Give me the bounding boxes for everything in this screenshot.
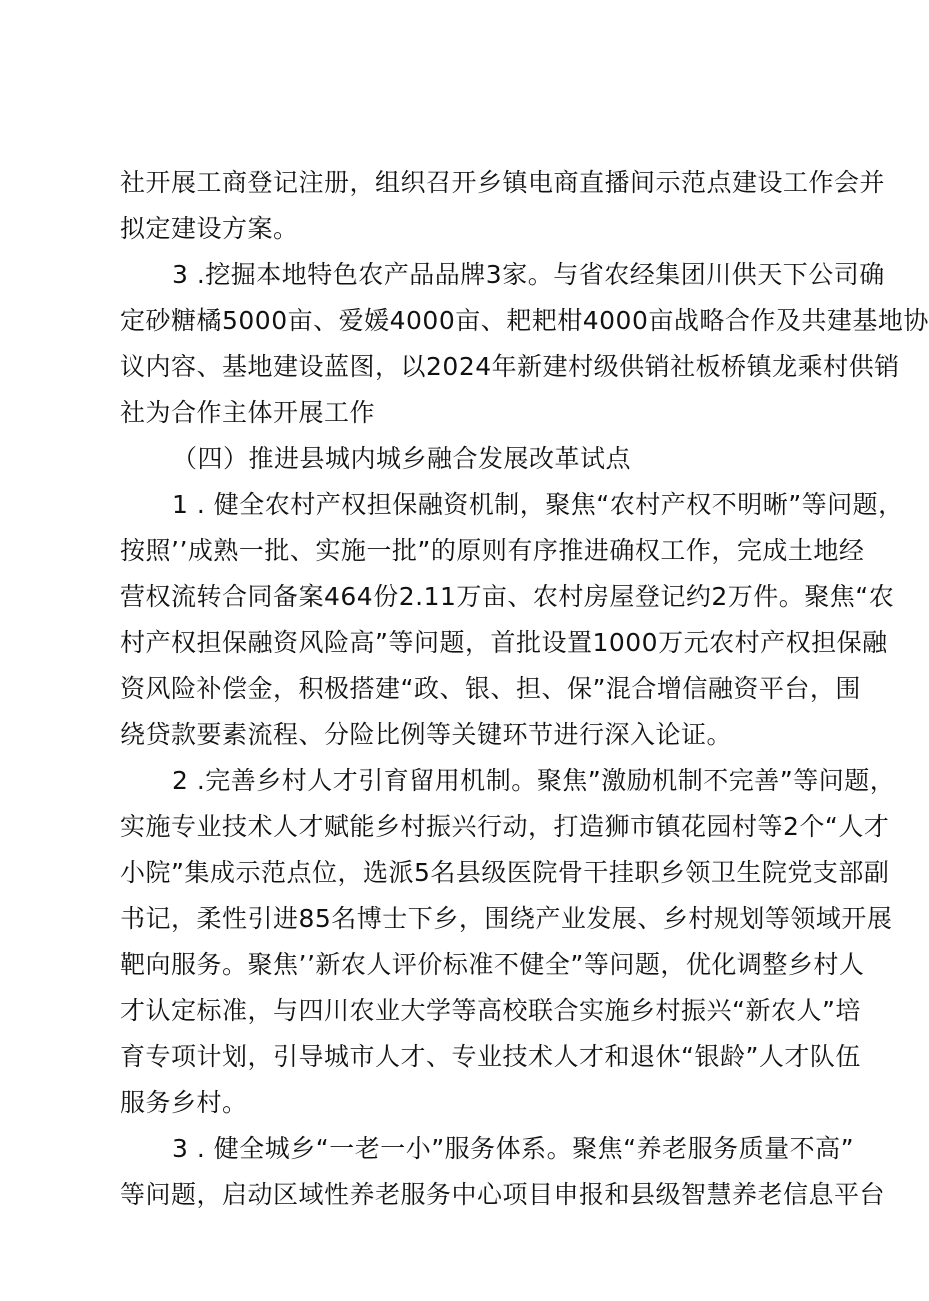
text-line: 3 . 健全城乡“一老一小”服务体系。聚焦“养老服务质量不高” [172, 1134, 855, 1163]
text-line: 实施专业技术人才赋能乡村振兴行动，打造狮市镇花园村等2个“人才 [120, 812, 890, 841]
text-line: （四）推进县城内城乡融合发展改革试点 [172, 444, 632, 473]
text-line: 定砂糖橘5000亩、爱媛4000亩、耙耙柑4000亩战略合作及共建基地协 [120, 306, 929, 335]
text-line: 社为合作主体开展工作 [120, 398, 376, 427]
text-line: 育专项计划，引导城市人才、专业技术人才和退休“银龄”人才队伍 [120, 1042, 861, 1071]
text-line: 村产权担保融资风险高”等问题，首批设置1000万元农村产权担保融 [120, 628, 888, 657]
text-line: 绕贷款要素流程、分险比例等关键环节进行深入论证。 [120, 720, 733, 749]
text-line: 等问题，启动区域性养老服务中心项目申报和县级智慧养老信息平台 [120, 1180, 886, 1209]
text-line: 靶向服务。聚焦’’新农人评价标准不健全”等问题，优化调整乡村人 [120, 950, 865, 979]
text-line: 小院”集成示范点位，选派5名县级医院骨干挂职乡领卫生院党支部副 [120, 858, 890, 887]
text-line: 2 .完善乡村人才引育留用机制。聚焦”激励机制不完善”等问题， [172, 766, 896, 795]
text-line: 拟定建设方案。 [120, 214, 299, 243]
text-line: 资风险补偿金，积极搭建“政、银、担、保”混合增信融资平台，围 [120, 674, 861, 703]
text-line: 议内容、基地建设蓝图，以2024年新建村级供销社板桥镇龙乘村供销 [120, 352, 900, 381]
document-body [120, 160, 929, 1218]
text-line: 1 . 健全农村产权担保融资机制，聚焦“农村产权不明晰”等问题， [172, 490, 904, 519]
text-line: 3 .挖掘本地特色农产品品牌3家。与省农经集团川供天下公司确 [172, 260, 885, 289]
text-line: 服务乡村。 [120, 1088, 248, 1117]
text-line: 营权流转合同备案464份2.11万亩、农村房屋登记约2万件。聚焦“农 [120, 582, 895, 611]
text-line: 社开展工商登记注册，组织召开乡镇电商直播间示范点建设工作会并 [120, 168, 886, 197]
text-line: 才认定标准，与四川农业大学等高校联合实施乡村振兴“新农人”培 [120, 996, 861, 1025]
text-line: 按照’’成熟一批、实施一批”的原则有序推进确权工作，完成土地经 [120, 536, 865, 565]
text-line: 书记，柔性引进85名博士下乡，围绕产业发展、乡村规划等领域开展 [120, 904, 893, 933]
